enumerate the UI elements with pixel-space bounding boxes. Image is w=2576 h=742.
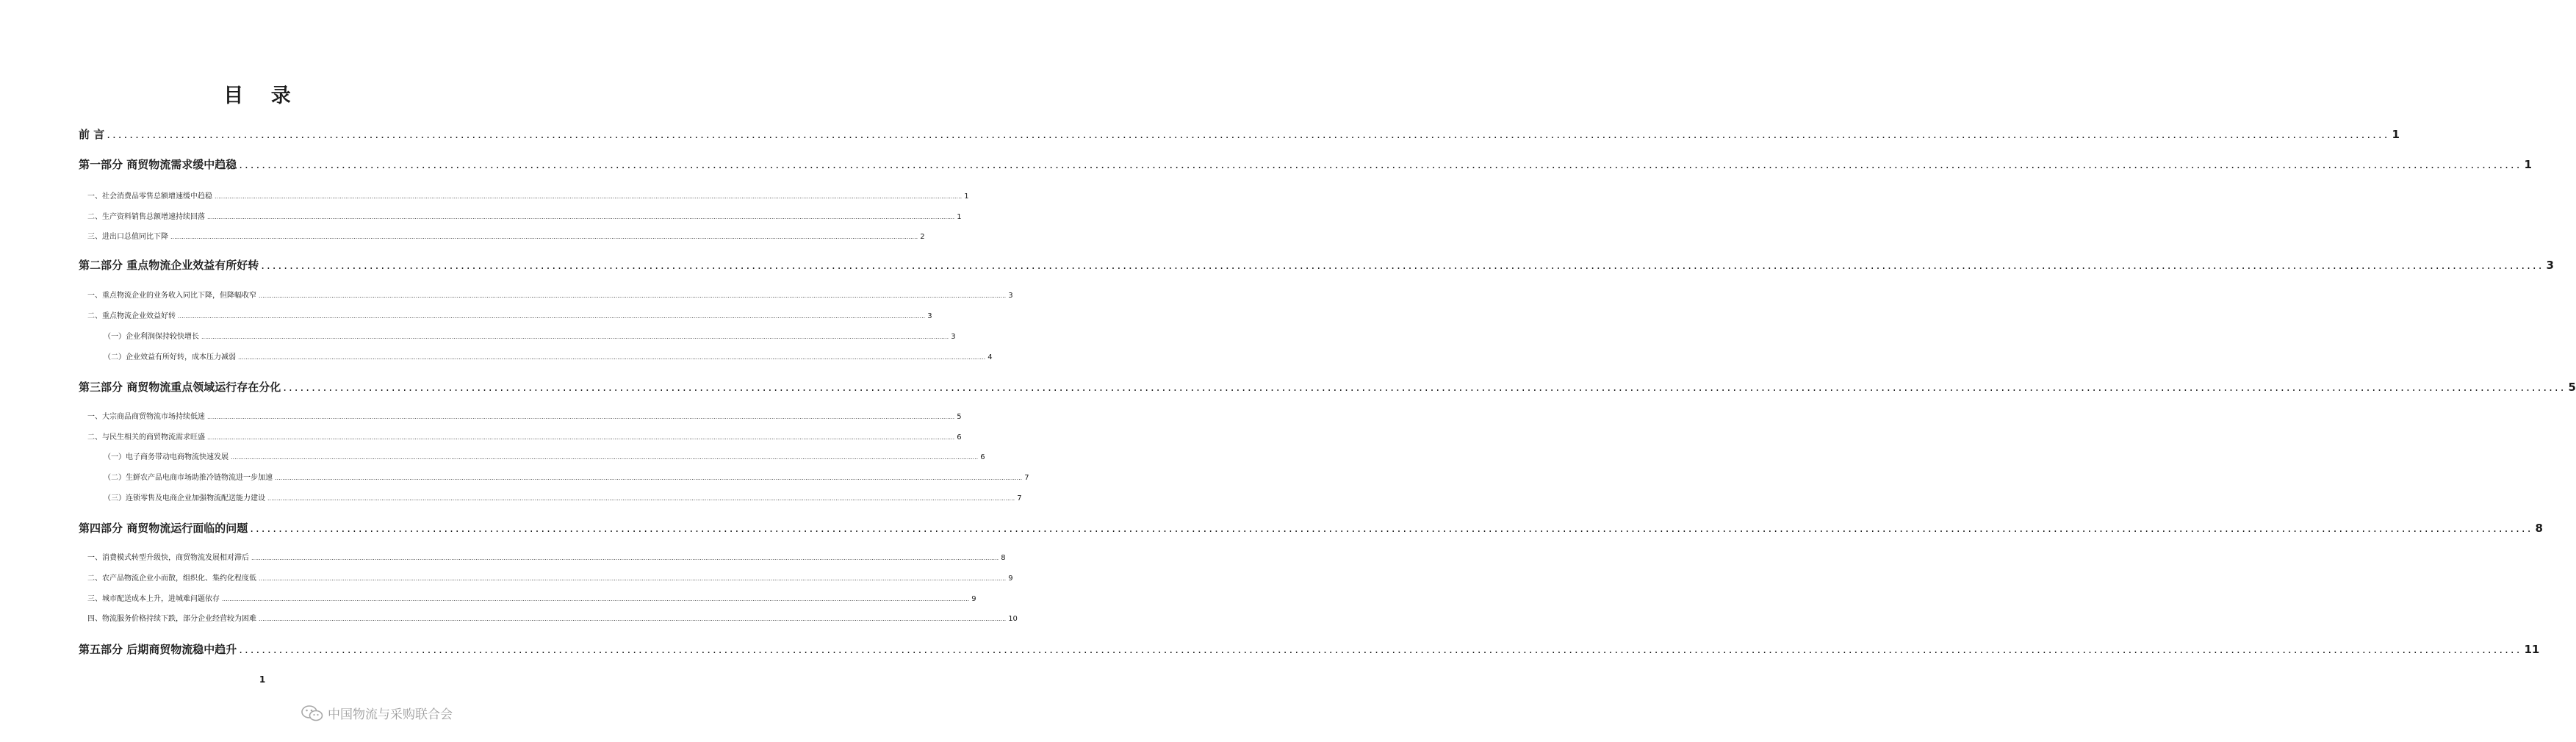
toc-dot-leader: ................................................................................................................................................................................................................................................................................................................................................................................................................ (170, 234, 918, 240)
toc-entry-label: 一、大宗商品商贸物流市场持续低迷 (87, 413, 205, 421)
toc-subsection-entry[interactable] (104, 450, 985, 461)
toc-entry-page: 7 (1024, 474, 1029, 482)
toc-dot-leader: ................................................................................................................................................................................................................................................................................................................................................................................................................ (239, 643, 2522, 656)
toc-dot-leader: ................................................................................................................................................................................................................................................................................................................................................................................................................ (207, 214, 955, 220)
toc-entry-label: 前 言 (79, 128, 105, 141)
toc-dot-leader: ................................................................................................................................................................................................................................................................................................................................................................................................................ (201, 334, 949, 340)
toc-entry-label: 一、重点物流企业的业务收入同比下降，但降幅收窄 (87, 292, 256, 300)
toc-entry-page: 1 (964, 192, 969, 201)
toc-dot-leader: ................................................................................................................................................................................................................................................................................................................................................................................................................ (238, 354, 986, 361)
toc-entry-page: 9 (1008, 574, 1013, 583)
toc-entry-label: 二、生产资料销售总额增速持续回落 (87, 213, 205, 221)
toc-subsection-entry[interactable] (87, 289, 1013, 300)
toc-subsection-entry[interactable] (87, 230, 925, 241)
toc-entry-page: 1 (957, 213, 962, 221)
toc-entry-label: 一、消费模式转型升级快，商贸物流发展相对滞后 (87, 554, 249, 562)
watermark (301, 704, 453, 722)
toc-subsection-entry[interactable] (104, 350, 993, 361)
toc-dot-leader: ................................................................................................................................................................................................................................................................................................................................................................................................................ (267, 495, 1015, 502)
toc-subsection-entry[interactable] (87, 190, 969, 201)
toc-dot-leader: ................................................................................................................................................................................................................................................................................................................................................................................................................ (222, 596, 970, 602)
toc-entry-page: 7 (1017, 494, 1022, 503)
toc-dot-leader: ................................................................................................................................................................................................................................................................................................................................................................................................................ (215, 193, 963, 200)
toc-entry-page: 3 (2546, 259, 2554, 272)
toc-subsection-entry[interactable] (104, 471, 1029, 482)
toc-section-entry[interactable] (79, 520, 2543, 536)
toc-subsection-entry[interactable] (87, 410, 962, 421)
toc-dot-leader: ................................................................................................................................................................................................................................................................................................................................................................................................................ (231, 454, 979, 461)
toc-entry-page: 10 (1008, 615, 1018, 623)
toc-dot-leader: ................................................................................................................................................................................................................................................................................................................................................................................................................ (259, 616, 1007, 622)
toc-dot-leader: ................................................................................................................................................................................................................................................................................................................................................................................................................ (251, 555, 999, 561)
toc-dot-leader: ................................................................................................................................................................................................................................................................................................................................................................................................................ (250, 522, 2533, 535)
toc-subsection-entry[interactable] (104, 330, 956, 341)
toc-section-entry[interactable] (79, 641, 2540, 657)
toc-entry-label: 第四部分 商贸物流运行面临的问题 (79, 522, 248, 535)
toc-entry-page: 8 (2535, 522, 2543, 535)
toc-entry-label: 三、进出口总值同比下降 (87, 233, 168, 241)
toc-entry-label: 三、城市配送成本上升，进城难问题依存 (87, 595, 220, 603)
toc-entry-label: 第一部分 商贸物流需求缓中趋稳 (79, 158, 237, 171)
toc-subsection-entry[interactable] (87, 592, 976, 603)
toc-entry-page: 11 (2524, 643, 2540, 656)
toc-entry-page: 6 (957, 433, 962, 442)
toc-entry-label: 第二部分 重点物流企业效益有所好转 (79, 259, 259, 272)
toc-entry-label: 第三部分 商贸物流重点领域运行存在分化 (79, 381, 281, 394)
toc-dot-leader: ................................................................................................................................................................................................................................................................................................................................................................................................................ (207, 434, 955, 441)
toc-entry-page: 2 (920, 233, 925, 241)
toc-subsection-entry[interactable] (87, 309, 932, 320)
toc-dot-leader: ................................................................................................................................................................................................................................................................................................................................................................................................................ (261, 259, 2544, 272)
table-of-contents (79, 0, 2576, 742)
toc-entry-label: 一、社会消费品零售总额增速缓中趋稳 (87, 192, 212, 201)
toc-entry-page: 6 (980, 453, 985, 461)
toc-entry-page: 5 (957, 413, 962, 421)
toc-entry-label: 二、与民生相关的商贸物流需求旺盛 (87, 433, 205, 442)
toc-section-entry[interactable] (79, 379, 2576, 395)
toc-section-entry[interactable] (79, 156, 2532, 172)
toc-entry-page: 1 (2524, 158, 2532, 171)
toc-entry-label: 二、农产品物流企业小而散，组织化、集约化程度低 (87, 574, 256, 583)
toc-entry-label: （一）电子商务带动电商物流快速发展 (104, 453, 229, 461)
toc-entry-label: 四、物流服务价格持续下跌，部分企业经营较为困难 (87, 615, 256, 623)
toc-entry-label: （三）连锁零售及电商企业加强物流配送能力建设 (104, 494, 265, 503)
toc-dot-leader: ................................................................................................................................................................................................................................................................................................................................................................................................................ (259, 575, 1007, 582)
toc-entry-page: 9 (971, 595, 976, 603)
toc-entry-label: （一）企业利润保持较快增长 (104, 333, 199, 341)
toc-entry-page: 8 (1001, 554, 1006, 562)
watermark-text: 中国物流与采购联合会 (328, 707, 453, 722)
toc-dot-leader: ................................................................................................................................................................................................................................................................................................................................................................................................................ (107, 128, 2390, 141)
page-number: 1 (259, 674, 266, 685)
toc-entry-page: 4 (987, 353, 993, 361)
toc-subsection-entry[interactable] (87, 612, 1018, 623)
toc-section-entry[interactable] (79, 257, 2554, 273)
toc-dot-leader: ................................................................................................................................................................................................................................................................................................................................................................................................................ (239, 158, 2522, 171)
toc-subsection-entry[interactable] (87, 431, 962, 442)
toc-entry-page: 3 (951, 333, 956, 341)
toc-title: 目 录 (223, 84, 301, 107)
toc-subsection-entry[interactable] (87, 551, 1006, 562)
toc-subsection-entry[interactable] (87, 210, 962, 221)
toc-entry-page: 3 (1008, 292, 1013, 300)
toc-subsection-entry[interactable] (87, 572, 1013, 583)
toc-dot-leader: ................................................................................................................................................................................................................................................................................................................................................................................................................ (259, 292, 1007, 299)
toc-entry-page: 3 (927, 312, 932, 320)
toc-dot-leader: ................................................................................................................................................................................................................................................................................................................................................................................................................ (207, 414, 955, 420)
toc-section-entry[interactable] (79, 126, 2400, 142)
toc-entry-page: 5 (2568, 381, 2576, 394)
toc-dot-leader: ................................................................................................................................................................................................................................................................................................................................................................................................................ (283, 381, 2566, 394)
toc-entry-label: 二、重点物流企业效益好转 (87, 312, 176, 320)
toc-dot-leader: ................................................................................................................................................................................................................................................................................................................................................................................................................ (275, 475, 1023, 481)
wechat-icon (301, 705, 323, 722)
toc-dot-leader: ................................................................................................................................................................................................................................................................................................................................................................................................................ (178, 313, 926, 320)
toc-entry-label: （二）企业效益有所好转，成本压力减弱 (104, 353, 236, 361)
toc-subsection-entry[interactable] (104, 491, 1022, 503)
toc-entry-label: 第五部分 后期商贸物流稳中趋升 (79, 643, 237, 656)
toc-entry-page: 1 (2392, 128, 2400, 141)
toc-entry-label: （二）生鲜农产品电商市场助推冷链物流进一步加速 (104, 474, 273, 482)
